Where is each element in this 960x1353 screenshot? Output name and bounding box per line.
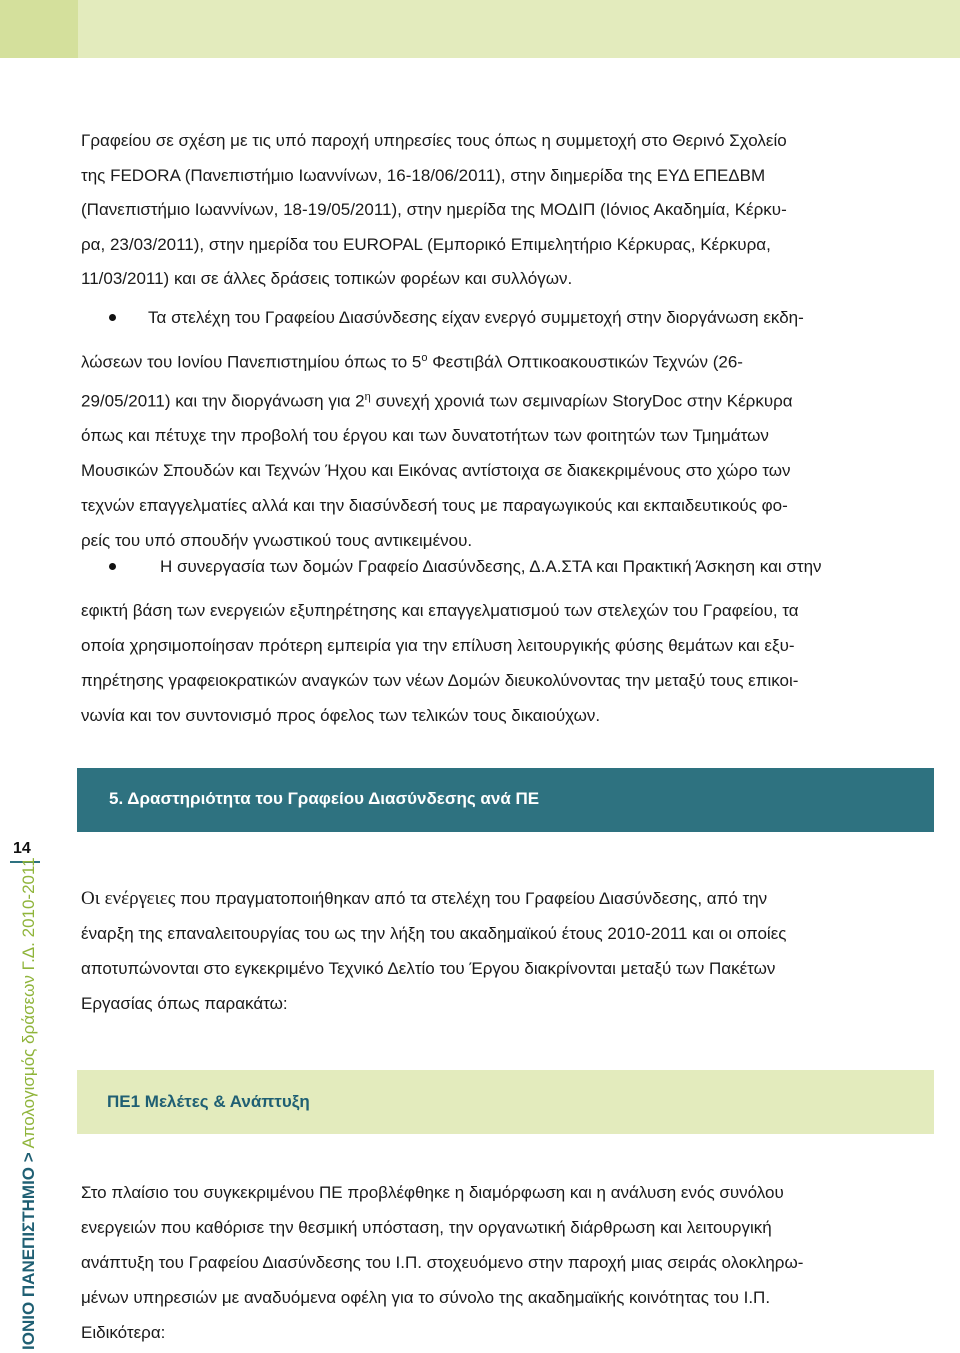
section5-line: έναρξη της επαναλειτουργίας του ως την λήξη του ακαδημαϊκού έτους 2010-2011 και οι οποίες [81,924,787,943]
section-heading-bar [77,768,934,832]
pe1-line: ενεργειών που καθόρισε την θεσμική υπόσταση, την οργανωτική διάρθρωση και λειτουργική [81,1218,772,1237]
bullet1-line: Τα στελέχη του Γραφείου Διασύνδεσης είχαν ενεργό συμμετοχή στην διοργάνωση εκδη- [148,308,804,327]
bullet1-text: λώσεων του Ιονίου Πανεπιστημίου όπως το 5 [81,352,422,372]
bullet2-first-line [160,550,928,584]
section5-text: που πραγματοποιήθηκαν από τα στελέχη του Γραφείου Διασύνδεσης, από την [175,889,768,908]
pe1-line: Ειδικότερα: [81,1323,166,1342]
bullet2-line: Η συνεργασία των δομών Γραφείο Διασύνδεσης, Δ.Α.ΣΤΑ και Πρακτική Άσκηση και στην [160,557,822,576]
bullet-icon [109,563,116,570]
pe1-line: Στο πλαίσιο του συγκεκριμένου ΠΕ προβλέφθηκε η διαμόρφωση και η ανάλυση ενός συνόλου [81,1183,784,1202]
bullet1-line: όπως και πέτυχε την προβολή του έργου και των δυνατοτήτων των φοιτητών των Τμημάτων [81,426,769,446]
bullet1-text: Φεστιβάλ Οπτικοακουστικών Τεχνών (26- [427,352,743,372]
intro-line: Γραφείου σε σχέση με τις υπό παροχή υπηρεσίες τους όπως η συμμετοχή στο Θερινό Σχολείο [81,131,787,150]
pe1-paragraph [81,1175,927,1350]
section5-line [81,881,927,916]
bullet1-line: Μουσικών Σπουδών και Τεχνών Ήχου και Εικόνας αντίστοιχα σε διακεκριμένους στο χώρο των [81,461,791,481]
header-accent [0,0,78,58]
bullet1-text: 29/05/2011) και την διοργάνωση για 2 [81,391,365,411]
section5-line: Εργασίας όπως παρακάτω: [81,994,288,1013]
intro-paragraph [81,124,927,297]
header-band [0,0,960,58]
ordinal-sup: ο [421,352,428,364]
bullet-icon [109,314,116,321]
bullet1-line [81,341,927,380]
section-title: 5. Δραστηριότητα του Γραφείου Διασύνδεσης ανά ΠΕ [109,789,540,808]
bullet1-line: τεχνών επαγγελματίες αλλά και την διασύνδεσή τους με παραγωγικούς και εκπαιδευτικούς φο- [81,496,788,516]
subsection-title: ΠΕ1 Μελέτες & Ανάπτυξη [107,1092,310,1111]
vertical-running-title [18,857,40,1350]
intro-line: (Πανεπιστήμιο Ιωαννίνων, 18-19/05/2011), στην ημερίδα της ΜΟΔΙΠ (Ιόνιος Ακαδημία, Κέρκυ- [81,200,787,219]
intro-line: της FEDORA (Πανεπιστήμιο Ιωαννίνων, 16-18/06/2011), στην διημερίδα της ΕΥΔ ΕΠΕΔΒΜ [81,165,766,185]
intro-line: ρα, 23/03/2011), στην ημερίδα του EUROPAL (Εμπορικό Επιμελητήριο Κέρκυρας, Κέρκυρα, [81,234,771,254]
ordinal-sup: η [364,390,371,403]
bullet1-body [81,341,927,558]
pe1-line: ανάπτυξη του Γραφείου Διασύνδεσης του Ι.Π. στοχευόμενο στην παροχή μιας σειράς ολοκληρω- [81,1253,804,1272]
intro-line: 11/03/2011) και σε άλλες δράσεις τοπικών φορέων και συλλόγων. [81,269,573,288]
subsection-heading-bar [77,1070,934,1134]
page-number: 14 [13,840,31,857]
pe1-line: μένων υπηρεσιών με αναδυόμενα οφέλη για το σύνολο της ακαδημαϊκής κοινότητας του Ι.Π. [81,1288,771,1307]
bullet1-text: συνεχή χρονιά των σεμιναρίων StoryDoc στην Κέρκυρα [370,391,793,411]
section5-line: αποτυπώνονται στο εγκεκριμένο Τεχνικό Δελτίο του Έργου διακρίνονται μεταξύ των Πακέτων [81,959,776,978]
bullet2-line: οποία χρησιμοποίησαν πρότερη εμπειρία για την επίλυση λειτουργικής φύσης θεμάτων και εξυ- [81,636,795,655]
institution-name: ΙΟΝΙΟ ΠΑΝΕΠΙΣΤΗΜΙΟ > [19,1152,38,1350]
bullet2-line: εφικτή βάση των ενεργειών εξυπηρέτησης και επαγγελματισμού των στελεχών του Γραφείου, τα [81,601,799,620]
bullet1-line [81,380,927,419]
bullet2-line: πηρέτησης γραφειοκρατικών αναγκών των νέων Δομών διευκολύνοντας την μεταξύ τους επικοι- [81,671,799,690]
section5-paragraph [81,881,927,1021]
section5-lead: Οι ενέργειες [81,888,176,909]
bullet2-line: νωνία και τον συντονισμό προς όφελος των τελικών τους δικαιούχων. [81,706,601,725]
bullet1-line: ρείς του υπό σπουδήν γνωστικού τους αντικειμένου. [81,531,473,551]
report-title: Απολογισμός δράσεων Γ.Δ. 2010-2011 [19,857,38,1153]
bullet1-first-line [148,301,928,335]
bullet2-body [81,593,927,733]
